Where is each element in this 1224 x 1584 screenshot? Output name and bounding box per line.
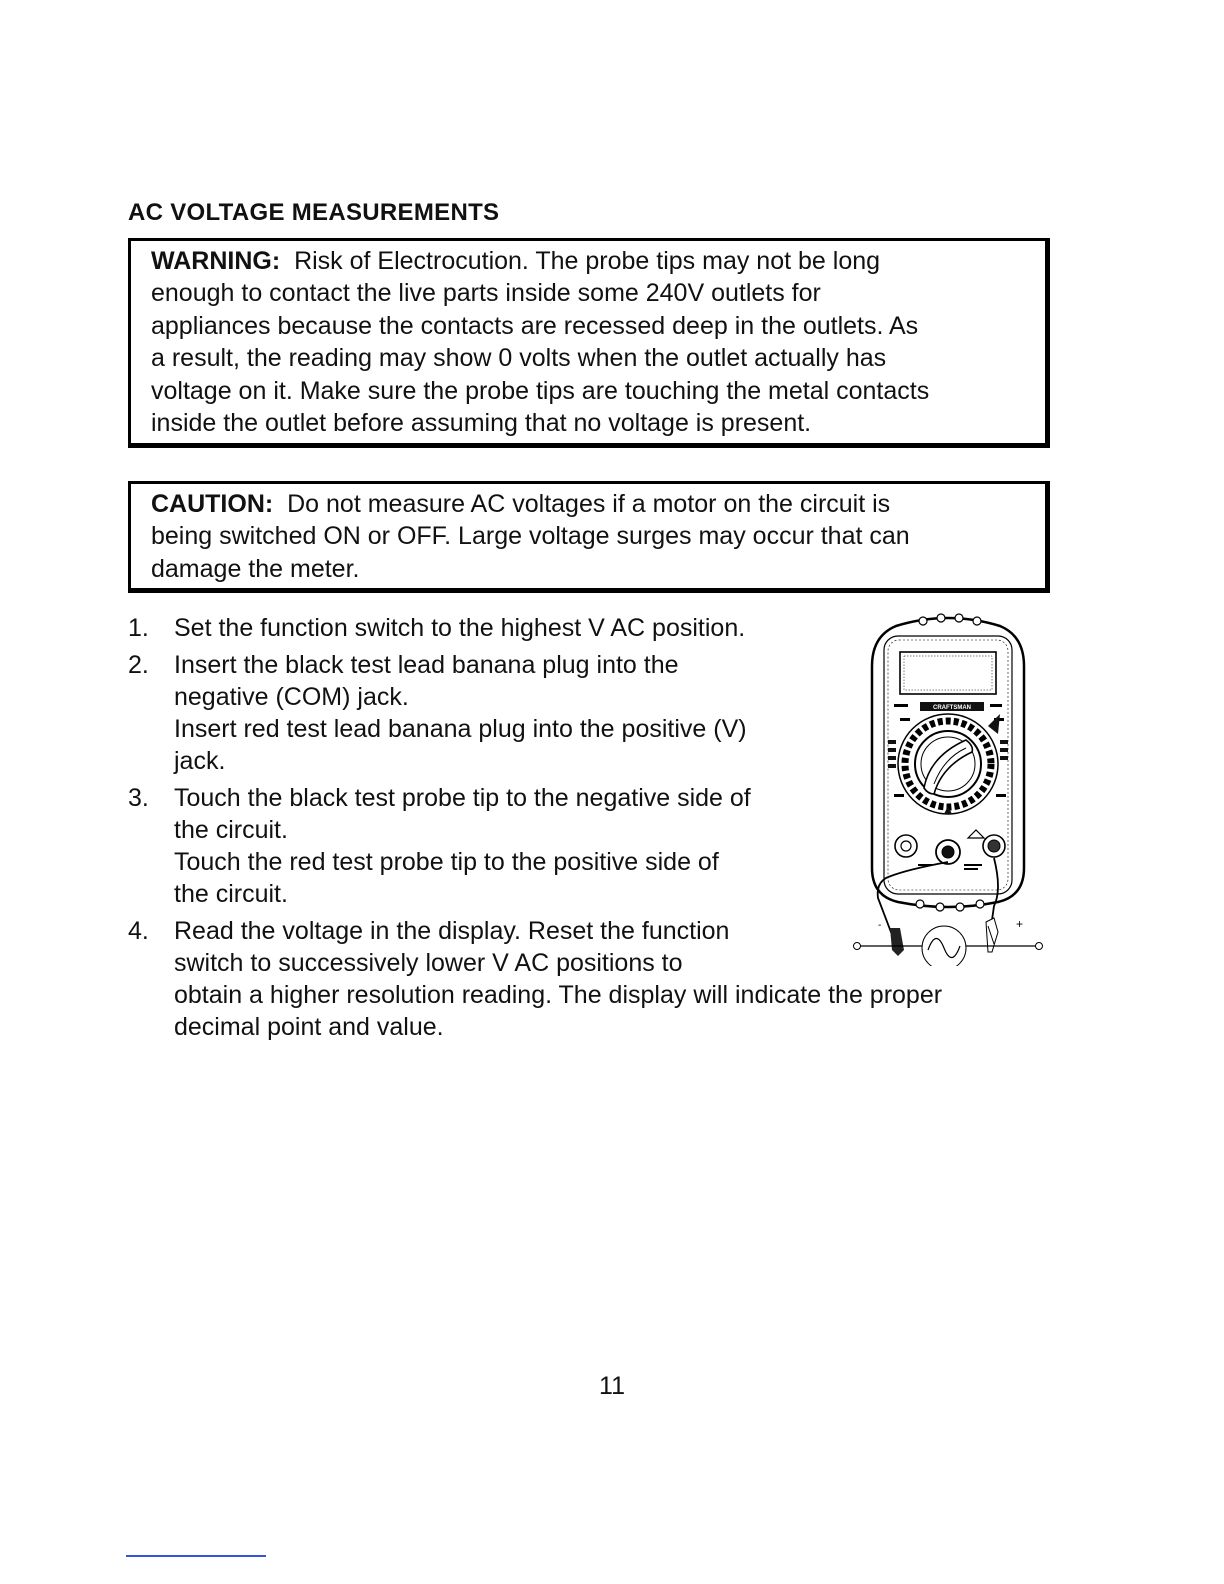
caution-line-2: being switched ON or OFF. Large voltage surges may occur that can	[151, 522, 910, 551]
step-text: Set the function switch to the highest V AC position.	[174, 614, 746, 642]
warning-line-4: a result, the reading may show 0 volts when the outlet actually has	[151, 344, 887, 373]
step-text: Touch the black test probe tip to the negative side of	[174, 784, 751, 812]
step-text: Insert the black test lead banana plug into the	[174, 651, 679, 679]
caution-text: Do not measure AC voltages if a motor on the circuit is	[287, 490, 891, 518]
caution-label: CAUTION:	[151, 490, 274, 518]
caution-line-3: damage the meter.	[151, 554, 360, 583]
step-text: jack.	[174, 747, 226, 775]
footer-rule	[126, 1555, 266, 1557]
step-text: negative (COM) jack.	[174, 683, 409, 711]
warning-text: Risk of Electrocution. The probe tips may not be long	[294, 247, 881, 275]
multimeter-illustration-icon	[848, 606, 1048, 966]
negative-sign: -	[878, 920, 882, 931]
caution-line-1	[151, 488, 1025, 520]
step-text: obtain a higher resolution reading. The display will indicate the proper	[174, 981, 943, 1009]
step-text: Read the voltage in the display. Reset the function	[174, 917, 730, 945]
page-number: 11	[599, 1372, 625, 1400]
warning-line-3: appliances because the contacts are recessed deep in the outlets. As	[151, 311, 919, 340]
warning-line-5: voltage on it. Make sure the probe tips are touching the metal contacts	[151, 376, 930, 405]
step-text: decimal point and value.	[174, 1013, 444, 1041]
warning-line-2: enough to contact the live parts inside some 240V outlets for	[151, 279, 821, 308]
step-text: switch to successively lower V AC positions to	[174, 949, 683, 977]
warning-line-1	[151, 245, 1025, 277]
step-number: 1.	[128, 614, 149, 642]
step-text: the circuit.	[174, 880, 288, 908]
step-number: 4.	[128, 917, 149, 945]
section-title: AC VOLTAGE MEASUREMENTS	[128, 199, 500, 226]
warning-line-6: inside the outlet before assuming that no voltage is present.	[151, 409, 812, 438]
positive-sign: +	[1016, 917, 1024, 931]
step-text: the circuit.	[174, 816, 288, 844]
step-number: 2.	[128, 651, 149, 679]
warning-box	[128, 238, 1050, 448]
brand-label: CRAFTSMAN	[933, 705, 971, 711]
warning-label: WARNING:	[151, 247, 281, 275]
caution-box	[128, 481, 1050, 593]
step-text: Touch the red test probe tip to the positive side of	[174, 848, 719, 876]
step-number: 3.	[128, 784, 149, 812]
step-text: Insert red test lead banana plug into the positive (V)	[174, 715, 747, 743]
